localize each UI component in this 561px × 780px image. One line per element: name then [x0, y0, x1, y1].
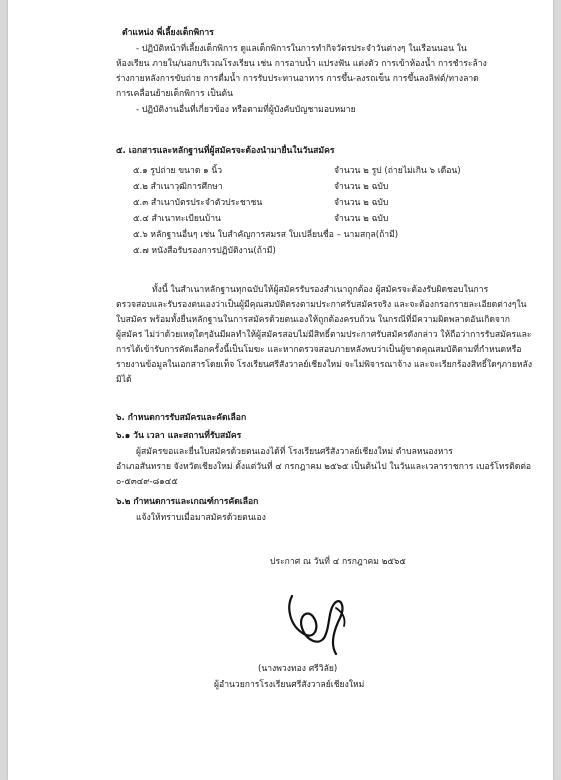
- section-5-title: ๕. เอกสารและหลักฐานที่ผู้สมัครจะต้องนำมายื่นในวันสมัคร: [116, 146, 335, 156]
- signer-name: (นางพวงทอง ศรีวิลัย): [258, 664, 338, 674]
- note-line: ผู้สมัคร ไม่ว่าด้วยเหตุใดๆอันมีผลทำให้ผู้สมัครสอบไม่มีสิทธิ์ตามประกาศรับสมัครดังกล่าว ให้ถือว่าการรับสมัครและ: [116, 330, 532, 340]
- note-line: รายงานข้อมูลในเอกสารโดยเท็จ โรงเรียนศรีสังวาลย์เชียงใหม่ จะไม่พิจารณาจ้าง และจะเรียกร้องสิทธิ์ใดๆภายหลัง: [116, 360, 533, 370]
- document-page: [8, 0, 553, 780]
- note-line: การได้เข้ารับการคัดเลือกครั้งนี้เป็นโมฆะ และหากตรวจสอบภายหลังพบว่าเป็นผู้ขาดคุณสมบัติตามที่กำหนดหรือ: [116, 345, 522, 355]
- position-title: ตำแหน่ง พี่เลี้ยงเด็กพิการ: [122, 28, 214, 38]
- doc-item-qty: จำนวน ๒ ฉบับ: [334, 198, 389, 208]
- signer-title: ผู้อำนวยการโรงเรียนศรีสังวาลย์เชียงใหม่: [214, 680, 365, 690]
- duty-line: - ปฏิบัติหน้าที่เลี้ยงเด็กพิการ ดูแลเด็กพิการในการทำกิจวัตรประจำวันต่างๆ ในเรือนนอน ใน: [136, 44, 467, 54]
- duty-line: การเคลื่อนย้ายเด็กพิการ เป็นต้น: [116, 89, 234, 99]
- note-line: ใบสมัคร พร้อมทั้งยื่นหลักฐานในการสมัครด้วยตนเองให้ถูกต้องครบถ้วน ในกรณีที่มีความผิดพลาดอันเกิดจาก: [116, 315, 510, 325]
- signature-image: [284, 578, 354, 658]
- doc-item-qty: จำนวน ๒ ฉบับ: [334, 214, 389, 224]
- doc-item-qty: จำนวน ๒ ฉบับ: [334, 182, 389, 192]
- doc-item-label: ๕.๒ สำเนาวุฒิการศึกษา: [133, 182, 223, 192]
- doc-item-qty: จำนวน ๒ รูป (ถ่ายไม่เกิน ๖ เดือน): [334, 166, 461, 176]
- doc-item-label: ๕.๖ หลักฐานอื่นๆ เช่น ใบสำคัญการสมรส ใบเปลี่ยนชื่อ – นามสกุล(ถ้ามี): [133, 230, 399, 240]
- doc-item-label: ๕.๗ หนังสือรับรองการปฏิบัติงาน(ถ้ามี): [133, 246, 276, 256]
- note-line: ทั้งนี้ ในสำเนาหลักฐานทุกฉบับให้ผู้สมัครรับรองสำเนาถูกต้อง ผู้สมัครจะต้องรับผิดชอบในการ: [152, 285, 489, 295]
- announcement-date: ประกาศ ณ วันที่ ๔ กรกฎาคม ๒๕๖๕: [270, 557, 406, 567]
- doc-item-label: ๕.๔ สำเนาทะเบียนบ้าน: [133, 214, 221, 224]
- section-6-2-title: ๖.๒ กำหนดการและเกณฑ์การคัดเลือก: [116, 497, 259, 507]
- phone-number: ๐-๕๓๔๙-๘๑๔๕: [116, 477, 178, 487]
- doc-item-label: ๕.๑ รูปถ่าย ขนาด ๑ นิ้ว: [133, 166, 223, 176]
- selection-text: แจ้งให้ทราบเมื่อมาสมัครด้วยตนเอง: [136, 513, 266, 523]
- note-line: มิได้: [116, 375, 132, 385]
- schedule-line: อำเภอสันทราย จังหวัดเชียงใหม่ ตั้งแต่วันที่ ๔ กรกฎาคม ๒๕๖๕ เป็นต้นไป ในวันและเวลาราชการ เบอร์โทรติดต่อ: [116, 462, 532, 472]
- doc-item-label: ๕.๓ สำเนาบัตรประจำตัวประชาชน: [133, 198, 263, 208]
- schedule-line: ผู้สมัครขอและยื่นใบสมัครด้วยตนเองได้ที่ โรงเรียนศรีสังวาลย์เชียงใหม่ ตำบลหนองหาร: [136, 447, 453, 457]
- duty-line: ห้องเรียน ภายใน/นอกบริเวณโรงเรียน เช่น การอาบน้ำ แปรงฟัน แต่งตัว การเข้าห้องน้ำ การชำระล้าง: [116, 59, 487, 69]
- duty-line: ร่างกายหลังการขับถ่าย การดื่มน้ำ การรับประทานอาหาร การขึ้น-ลงรถเข็น การขึ้นลงลิฟต์/ทางลาด: [116, 74, 479, 84]
- note-line: ตรวจสอบและรับรองตนเองว่าเป็นผู้มีคุณสมบัติตรงตามประกาศรับสมัครจริง และจะต้องกรอกรายละเอียดต่างๆใน: [116, 300, 527, 310]
- section-6-title: ๖. กำหนดการรับสมัครและคัดเลือก: [116, 413, 247, 423]
- duty-line: - ปฏิบัติงานอื่นที่เกี่ยวข้อง หรือตามที่ผู้บังคับบัญชามอบหมาย: [136, 105, 356, 115]
- section-6-1-title: ๖.๑ วัน เวลา และสถานที่รับสมัคร: [116, 431, 242, 441]
